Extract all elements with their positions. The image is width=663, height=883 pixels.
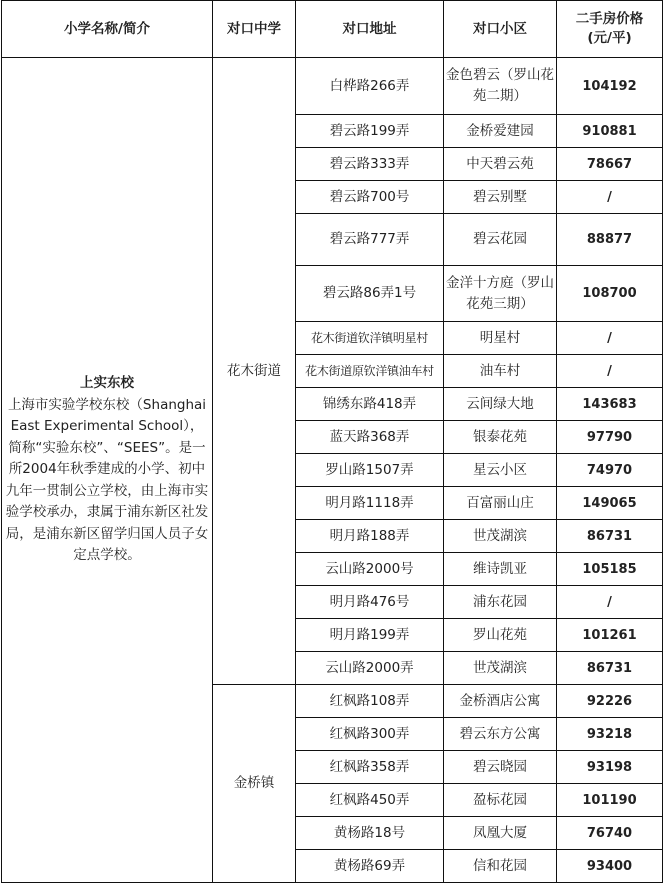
price-cell: 74970 <box>557 454 663 487</box>
price-cell: 92226 <box>557 685 663 718</box>
community-cell: 百富丽山庄 <box>444 487 557 520</box>
price-cell: / <box>557 181 663 214</box>
address-cell: 罗山路1507弄 <box>296 454 444 487</box>
header-price <box>557 1 663 58</box>
community-cell: 碧云晓园 <box>444 751 557 784</box>
community-cell: 金桥酒店公寓 <box>444 685 557 718</box>
community-cell: 浦东花园 <box>444 586 557 619</box>
community-cell: 金洋十方庭（罗山花苑三期） <box>444 266 557 322</box>
community-cell: 银泰花苑 <box>444 421 557 454</box>
community-cell: 金色碧云（罗山花苑二期） <box>444 58 557 115</box>
school-cell <box>2 58 213 883</box>
community-cell: 星云小区 <box>444 454 557 487</box>
price-cell: 143683 <box>557 388 663 421</box>
community-cell: 盈标花园 <box>444 784 557 817</box>
address-cell: 明月路476号 <box>296 586 444 619</box>
address-cell: 明月路199弄 <box>296 619 444 652</box>
address-cell: 蓝天路368弄 <box>296 421 444 454</box>
price-cell: 93400 <box>557 850 663 883</box>
price-cell: 86731 <box>557 652 663 685</box>
community-cell: 凤凰大厦 <box>444 817 557 850</box>
address-cell: 红枫路300弄 <box>296 718 444 751</box>
address-cell: 明月路188弄 <box>296 520 444 553</box>
address-cell: 黄杨路18号 <box>296 817 444 850</box>
address-cell: 花木街道钦洋镇明星村 <box>296 322 444 355</box>
price-cell: 86731 <box>557 520 663 553</box>
address-cell: 云山路2000弄 <box>296 652 444 685</box>
address-cell: 锦绣东路418弄 <box>296 388 444 421</box>
price-cell: 97790 <box>557 421 663 454</box>
price-cell: 101190 <box>557 784 663 817</box>
price-cell: 104192 <box>557 58 663 115</box>
address-cell: 碧云路199弄 <box>296 115 444 148</box>
price-cell: 910881 <box>557 115 663 148</box>
header-middle-school: 对口中学 <box>213 1 296 58</box>
header-row <box>2 1 663 58</box>
price-cell: 93218 <box>557 718 663 751</box>
address-cell: 明月路1118弄 <box>296 487 444 520</box>
header-school: 小学名称/简介 <box>2 1 213 58</box>
address-cell: 白桦路266弄 <box>296 58 444 115</box>
address-cell: 碧云路86弄1号 <box>296 266 444 322</box>
middle-school-cell: 花木街道 <box>213 58 296 685</box>
community-cell: 维诗凯亚 <box>444 553 557 586</box>
address-cell: 红枫路358弄 <box>296 751 444 784</box>
header-price-text: 二手房价格 (元/平) <box>575 11 644 46</box>
school-description: 上海市实验学校东校（Shanghai East Experimental School），简称“实验东校”、“SEES”。是一所2004年秋季建成的小学、初中九年一贯制公立学校，由上海市实验学校承办，隶属于浦东新区社发局，是浦东新区留学归国人员子女定点学校。 <box>5 396 209 564</box>
address-cell: 碧云路777弄 <box>296 214 444 266</box>
price-cell: / <box>557 586 663 619</box>
address-cell: 黄杨路69弄 <box>296 850 444 883</box>
community-cell: 油车村 <box>444 355 557 388</box>
community-cell: 世茂湖滨 <box>444 520 557 553</box>
community-cell: 信和花园 <box>444 850 557 883</box>
header-address: 对口地址 <box>296 1 444 58</box>
school-district-table <box>1 0 663 883</box>
community-cell: 金桥爱建园 <box>444 115 557 148</box>
community-cell: 中天碧云苑 <box>444 148 557 181</box>
price-cell: 76740 <box>557 817 663 850</box>
community-cell: 云间绿大地 <box>444 388 557 421</box>
price-cell: 88877 <box>557 214 663 266</box>
community-cell: 明星村 <box>444 322 557 355</box>
community-cell: 世茂湖滨 <box>444 652 557 685</box>
price-cell: / <box>557 355 663 388</box>
community-cell: 罗山花苑 <box>444 619 557 652</box>
price-cell: 105185 <box>557 553 663 586</box>
address-cell: 云山路2000号 <box>296 553 444 586</box>
community-cell: 碧云花园 <box>444 214 557 266</box>
price-cell: 149065 <box>557 487 663 520</box>
address-cell: 红枫路108弄 <box>296 685 444 718</box>
price-cell: 101261 <box>557 619 663 652</box>
middle-school-cell: 金桥镇 <box>213 685 296 883</box>
school-name: 上实东校 <box>80 375 134 392</box>
price-cell: / <box>557 322 663 355</box>
price-cell: 93198 <box>557 751 663 784</box>
address-cell: 红枫路450弄 <box>296 784 444 817</box>
address-cell: 碧云路333弄 <box>296 148 444 181</box>
address-cell: 碧云路700号 <box>296 181 444 214</box>
table-row <box>2 58 663 115</box>
community-cell: 碧云别墅 <box>444 181 557 214</box>
address-cell: 花木街道原钦洋镇油车村 <box>296 355 444 388</box>
community-cell: 碧云东方公寓 <box>444 718 557 751</box>
price-cell: 108700 <box>557 266 663 322</box>
header-community: 对口小区 <box>444 1 557 58</box>
price-cell: 78667 <box>557 148 663 181</box>
